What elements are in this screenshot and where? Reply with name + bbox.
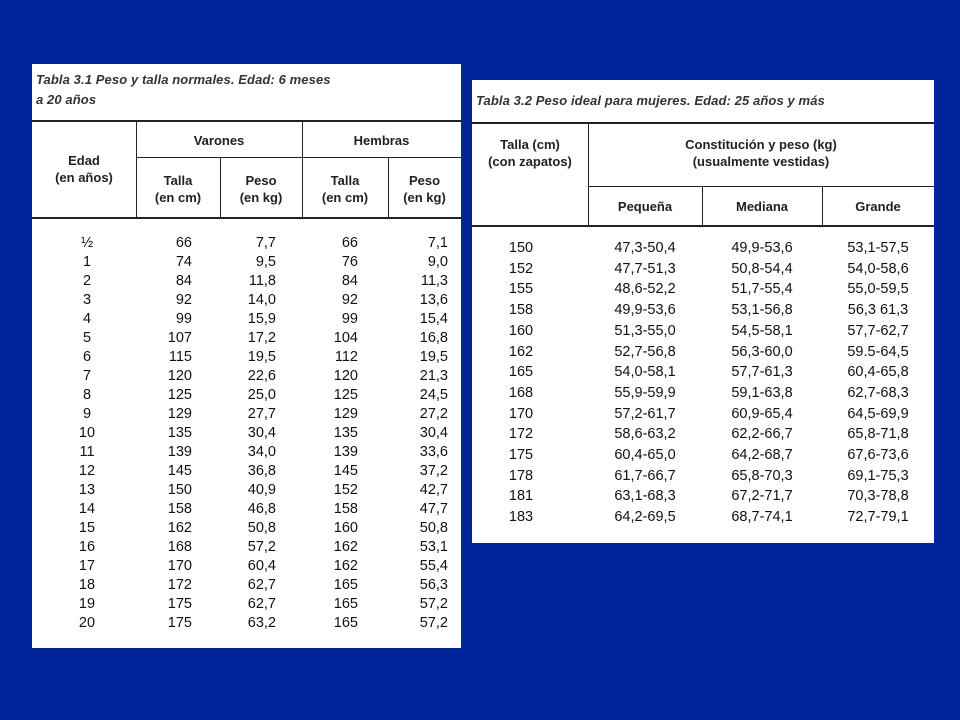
table-cell: 49,9-53,6 — [614, 302, 676, 319]
header-hembras-peso — [388, 172, 461, 206]
table-cell: 5 — [82, 330, 92, 346]
table-cell: 152 — [333, 482, 358, 498]
header-talla-label: Talla — [330, 173, 360, 188]
table-cell: 17 — [78, 558, 96, 574]
table-cell: 56,3 61,3 — [847, 302, 909, 319]
table-cell: 24,5 — [419, 387, 448, 403]
caption-label: Tabla 3.2 — [476, 93, 533, 108]
table-cell: 56,3-60,0 — [731, 343, 793, 360]
table-cell: 69,1-75,3 — [847, 467, 909, 484]
table-cell: 99 — [175, 311, 192, 327]
table-cell: 16,8 — [419, 330, 448, 346]
table-cell: 65,8-71,8 — [847, 426, 909, 443]
table-cell: 57,2 — [247, 539, 276, 555]
header-constitucion-sub: (usualmente vestidas) — [692, 154, 830, 169]
table-cell: 145 — [167, 463, 192, 479]
table-cell: 37,2 — [419, 463, 448, 479]
table-cell: 34,0 — [247, 444, 276, 460]
table-cell: 158 — [508, 302, 534, 319]
table-cell: 175 — [508, 447, 534, 464]
column-edad — [42, 234, 132, 633]
rule-top — [32, 120, 461, 122]
table-cell: 57,7-62,7 — [847, 322, 909, 339]
rule-top — [472, 122, 934, 124]
table-cell: 65,8-70,3 — [731, 467, 793, 484]
table-cell: 139 — [167, 444, 192, 460]
rule-group — [136, 157, 461, 158]
table-cell: 7,7 — [255, 235, 276, 251]
table-cell: 57,7-61,3 — [731, 364, 793, 381]
table-cell: 54,0-58,1 — [614, 364, 676, 381]
table-cell: 19 — [78, 596, 96, 612]
table-cell: 125 — [333, 387, 358, 403]
table-cell: 25,0 — [247, 387, 276, 403]
table-cell: 7 — [82, 368, 92, 384]
table-cell: 84 — [175, 273, 192, 289]
table-cell: 62,7-68,3 — [847, 384, 909, 401]
table-cell: 92 — [175, 292, 192, 308]
header-talla-label: Talla (cm) — [500, 137, 560, 152]
table-cell: 150 — [167, 482, 192, 498]
table-cell: 27,7 — [247, 406, 276, 422]
header-pequena: Pequeña — [617, 199, 673, 214]
table-cell: 181 — [508, 488, 534, 505]
table-cell: 15,4 — [419, 311, 448, 327]
table-cell: 168 — [508, 384, 534, 401]
table-cell: 104 — [333, 330, 358, 346]
table-cell: 14 — [78, 501, 96, 517]
header-varones-talla — [136, 172, 220, 206]
table-cell: 54,0-58,6 — [847, 260, 909, 277]
table-cell: 51,3-55,0 — [614, 322, 676, 339]
table-cell: 59.5-64,5 — [847, 343, 909, 360]
table-cell: 21,3 — [419, 368, 448, 384]
table-cell: 175 — [167, 615, 192, 631]
caption-text-line1: Peso y talla normales. Edad: 6 meses — [95, 72, 331, 87]
table-cell: 162 — [333, 539, 358, 555]
table-cell: 13,6 — [419, 292, 448, 308]
table-cell: 162 — [333, 558, 358, 574]
table-cell: 172 — [508, 426, 534, 443]
table-cell: 1 — [82, 254, 92, 270]
table-cell: 162 — [508, 343, 534, 360]
header-talla-sub: (con zapatos) — [488, 154, 572, 169]
table-cell: 158 — [333, 501, 358, 517]
table-cell: 70,3-78,8 — [847, 488, 909, 505]
table-cell: 46,8 — [247, 501, 276, 517]
table-cell: 4 — [82, 311, 92, 327]
table-cell: 22,6 — [247, 368, 276, 384]
table-cell: 160 — [333, 520, 358, 536]
rule-group — [588, 186, 934, 187]
table-cell: 40,9 — [247, 482, 276, 498]
table-cell: 168 — [167, 539, 192, 555]
column-varones-peso — [220, 234, 276, 633]
header-talla-unit: (en cm) — [154, 190, 202, 205]
table-cell: 152 — [508, 260, 534, 277]
table-cell: 9,0 — [427, 254, 448, 270]
table-cell: 54,5-58,1 — [731, 322, 793, 339]
table-cell: 64,5-69,9 — [847, 405, 909, 422]
table-cell: 165 — [508, 364, 534, 381]
table-cell: 18 — [78, 577, 96, 593]
header-peso-label: Peso — [408, 173, 441, 188]
table-cell: 76 — [341, 254, 358, 270]
table-cell: 53,1-56,8 — [731, 302, 793, 319]
header-edad-label: Edad — [68, 153, 100, 168]
header-grande: Grande — [855, 199, 901, 214]
table-cell: 172 — [167, 577, 192, 593]
table-cell: 48,6-52,2 — [614, 281, 676, 298]
table-cell: 60,4-65,8 — [847, 364, 909, 381]
table-3-1 — [32, 64, 461, 648]
header-edad-sub: (en años) — [55, 170, 113, 185]
column-talla — [490, 238, 552, 528]
table-cell: 112 — [334, 349, 358, 365]
table-cell: 49,9-53,6 — [731, 240, 793, 256]
table-cell: 150 — [508, 240, 534, 256]
table-cell: 125 — [167, 387, 192, 403]
table-cell: 67,2-71,7 — [731, 488, 793, 505]
table-cell: 15,9 — [247, 311, 276, 327]
column-hembras-talla — [302, 234, 358, 633]
table-cell: 57,2-61,7 — [614, 405, 676, 422]
table-cell: 115 — [168, 349, 192, 365]
table-cell: 107 — [167, 330, 192, 346]
table-cell: 9,5 — [255, 254, 276, 270]
column-hembras-peso — [388, 234, 448, 633]
table-cell: 51,7-55,4 — [731, 281, 793, 298]
table-cell: 10 — [78, 425, 96, 441]
column-mediana — [704, 238, 820, 528]
table-cell: 15 — [78, 520, 96, 536]
table-cell: 158 — [167, 501, 192, 517]
table-cell: 62,7 — [247, 596, 276, 612]
table-cell: 178 — [508, 467, 534, 484]
rule-header-bottom — [32, 217, 461, 219]
table-cell: 135 — [333, 425, 358, 441]
table-cell: 36,8 — [247, 463, 276, 479]
table-cell: 14,0 — [247, 292, 276, 308]
table-cell: 50,8-54,4 — [731, 260, 793, 277]
table-cell: 55,0-59,5 — [847, 281, 909, 298]
table-cell: 11,8 — [248, 273, 276, 289]
table-cell: 8 — [82, 387, 92, 403]
table-cell: ½ — [80, 235, 94, 251]
table-cell: 60,9-65,4 — [731, 405, 793, 422]
column-varones-talla — [136, 234, 192, 633]
table-cell: 6 — [82, 349, 92, 365]
header-peso-unit: (en kg) — [239, 190, 283, 205]
table-cell: 60,4 — [247, 558, 276, 574]
table-cell: 68,7-74,1 — [731, 509, 793, 526]
table-cell: 61,7-66,7 — [614, 467, 676, 484]
header-constitucion-label: Constitución y peso (kg) — [685, 137, 837, 152]
table-cell: 64,2-69,5 — [614, 509, 676, 526]
table-cell: 66 — [175, 235, 192, 251]
table-cell: 72,7-79,1 — [847, 509, 909, 526]
table-cell: 139 — [333, 444, 358, 460]
table-cell: 120 — [333, 368, 358, 384]
table-cell: 67,6-73,6 — [847, 447, 909, 464]
caption-text-line2: a 20 años — [36, 92, 97, 107]
table-cell: 30,4 — [419, 425, 448, 441]
table-cell: 155 — [508, 281, 534, 298]
table-caption — [36, 70, 436, 110]
table-cell: 47,7 — [419, 501, 448, 517]
table-cell: 183 — [508, 509, 534, 526]
header-constitucion — [588, 136, 934, 170]
table-cell: 62,2-66,7 — [731, 426, 793, 443]
header-talla-label: Talla — [163, 173, 193, 188]
table-cell: 30,4 — [247, 425, 276, 441]
table-cell: 55,4 — [419, 558, 448, 574]
table-cell: 16 — [78, 539, 96, 555]
header-peso-unit: (en kg) — [403, 190, 446, 205]
table-cell: 129 — [333, 406, 358, 422]
table-cell: 66 — [341, 235, 358, 251]
table-cell: 170 — [167, 558, 192, 574]
table-cell: 63,2 — [247, 615, 276, 631]
table-cell: 162 — [167, 520, 192, 536]
header-talla-unit: (en cm) — [321, 190, 369, 205]
table-cell: 47,7-51,3 — [614, 260, 676, 277]
table-cell: 145 — [333, 463, 358, 479]
table-cell: 3 — [82, 292, 92, 308]
table-cell: 11,3 — [420, 273, 448, 289]
table-cell: 64,2-68,7 — [731, 447, 793, 464]
table-cell: 27,2 — [419, 406, 448, 422]
header-varones-peso — [220, 172, 302, 206]
header-talla — [472, 136, 588, 170]
table-cell: 57,2 — [419, 615, 448, 631]
table-cell: 92 — [341, 292, 358, 308]
caption-label: Tabla 3.1 — [36, 72, 93, 87]
table-3-2 — [472, 80, 934, 543]
table-cell: 120 — [167, 368, 192, 384]
table-cell: 7,1 — [427, 235, 448, 251]
table-cell: 33,6 — [419, 444, 448, 460]
table-cell: 175 — [167, 596, 192, 612]
header-varones: Varones — [193, 133, 245, 148]
column-pequena — [590, 238, 700, 528]
table-cell: 74 — [175, 254, 192, 270]
column-grande — [824, 238, 932, 528]
header-peso-label: Peso — [245, 173, 277, 188]
table-cell: 165 — [333, 577, 358, 593]
table-cell: 84 — [341, 273, 358, 289]
table-cell: 19,5 — [419, 349, 448, 365]
table-cell: 160 — [508, 322, 534, 339]
table-cell: 52,7-56,8 — [614, 343, 676, 360]
table-cell: 19,5 — [247, 349, 276, 365]
table-cell: 56,3 — [419, 577, 448, 593]
table-cell: 135 — [167, 425, 192, 441]
table-cell: 129 — [167, 406, 192, 422]
table-cell: 50,8 — [419, 520, 448, 536]
table-cell: 12 — [78, 463, 96, 479]
header-edad — [32, 152, 136, 186]
table-cell: 99 — [341, 311, 358, 327]
header-mediana: Mediana — [735, 199, 788, 214]
header-hembras-talla — [302, 172, 388, 206]
table-cell: 53,1-57,5 — [847, 240, 909, 256]
table-cell: 58,6-63,2 — [614, 426, 676, 443]
table-cell: 17,2 — [247, 330, 276, 346]
table-cell: 57,2 — [419, 596, 448, 612]
table-cell: 47,3-50,4 — [614, 240, 676, 256]
table-caption — [476, 92, 932, 110]
table-cell: 59,1-63,8 — [731, 384, 793, 401]
table-cell: 50,8 — [247, 520, 276, 536]
table-cell: 2 — [82, 273, 92, 289]
table-cell: 170 — [508, 405, 534, 422]
table-cell: 63,1-68,3 — [614, 488, 676, 505]
table-cell: 42,7 — [419, 482, 448, 498]
table-cell: 55,9-59,9 — [614, 384, 676, 401]
table-cell: 20 — [78, 615, 96, 631]
table-cell: 13 — [78, 482, 96, 498]
table-cell: 62,7 — [247, 577, 276, 593]
table-cell: 60,4-65,0 — [614, 447, 676, 464]
table-cell: 9 — [82, 406, 92, 422]
header-hembras: Hembras — [353, 133, 410, 148]
table-cell: 165 — [333, 615, 358, 631]
table-cell: 165 — [333, 596, 358, 612]
rule-header-bottom — [472, 225, 934, 227]
table-cell: 11 — [79, 444, 95, 460]
table-cell: 53,1 — [419, 539, 448, 555]
caption-text: Peso ideal para mujeres. Edad: 25 años y más — [535, 93, 825, 108]
